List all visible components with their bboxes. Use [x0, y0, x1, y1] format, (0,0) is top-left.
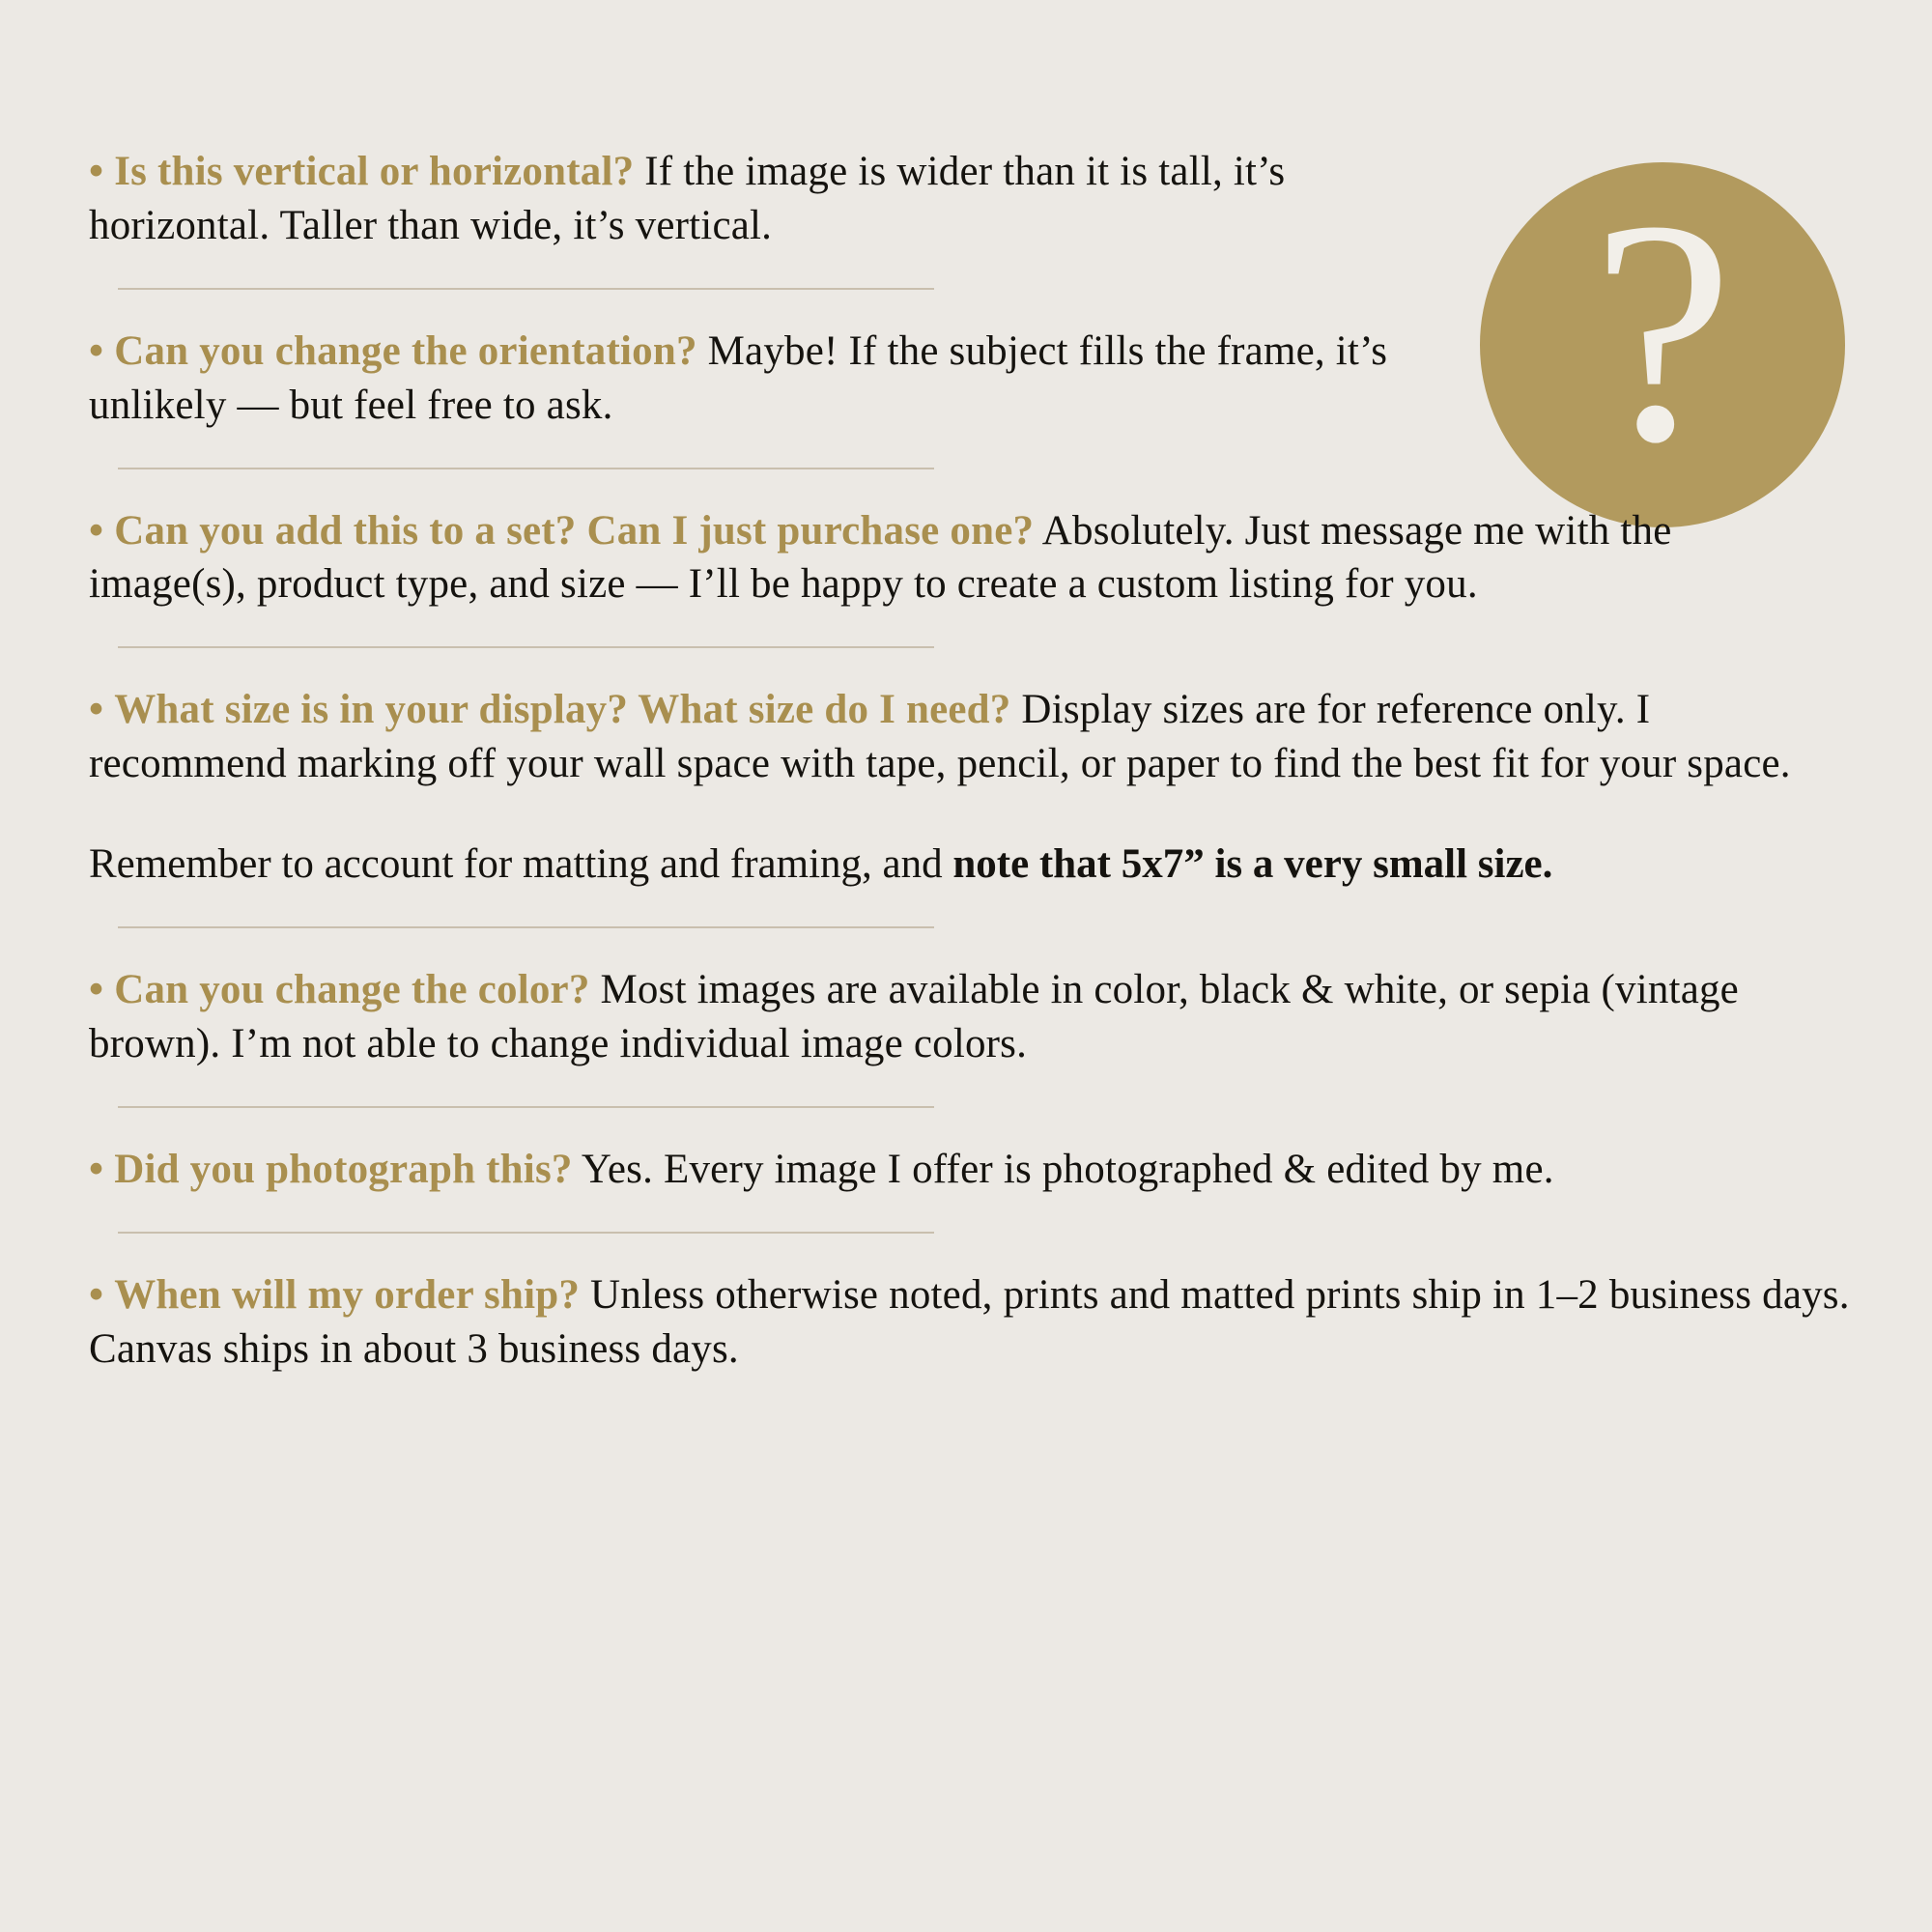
- faq-answer: Most images are available in color, black & white, or sepia (vintage brown). I’m not able to change individual image colors.: [89, 967, 1739, 1066]
- faq-paragraph: [89, 145, 1422, 253]
- faq-question: Can you change the orientation?: [114, 327, 697, 374]
- faq-answer: If the image is wider than it is tall, it’s horizontal. Taller than wide, it’s vertical.: [89, 149, 1286, 248]
- divider: [77, 1106, 1855, 1108]
- faq-question: Is this vertical or horizontal?: [114, 149, 635, 194]
- divider: [77, 468, 1855, 469]
- faq-paragraph: [89, 1268, 1855, 1377]
- faq-paragraph: [89, 325, 1422, 433]
- bullet-icon: •: [89, 507, 104, 554]
- divider: [77, 1232, 1855, 1234]
- faq-item-color: [77, 963, 1855, 1071]
- faq-paragraph: [89, 683, 1855, 791]
- faq-list: [77, 145, 1855, 1376]
- bullet-icon: •: [89, 1271, 104, 1318]
- faq-paragraph: [89, 504, 1731, 612]
- faq-item-shipping: [77, 1268, 1855, 1377]
- faq-paragraph: [89, 1143, 1855, 1197]
- faq-note-lead: Remember to account for matting and framing, and: [89, 841, 953, 888]
- faq-item-size: [77, 683, 1855, 892]
- bullet-icon: •: [89, 149, 104, 194]
- bullet-icon: •: [89, 327, 104, 374]
- faq-answer: Maybe! If the subject fills the frame, it’s unlikely — but feel free to ask.: [89, 327, 1388, 428]
- divider: [77, 646, 1855, 648]
- divider: [77, 288, 1855, 290]
- faq-item-change-orientation: [77, 325, 1855, 433]
- faq-size-note: [89, 838, 1855, 892]
- faq-item-add-to-set: [77, 504, 1855, 612]
- faq-question: What size is in your display? What size do I need?: [114, 687, 1011, 733]
- faq-item-photographer: [77, 1143, 1855, 1197]
- faq-question: Can you add this to a set? Can I just purchase one?: [114, 507, 1035, 554]
- faq-answer: Display sizes are for reference only. I recommend marking off your wall space with tape, pencil, or paper to find the best fit for your space.: [89, 687, 1791, 787]
- faq-item-orientation: [77, 145, 1855, 253]
- faq-question: Can you change the color?: [114, 967, 590, 1013]
- faq-question: When will my order ship?: [114, 1271, 581, 1318]
- divider: [77, 926, 1855, 928]
- faq-answer: Unless otherwise noted, prints and matted prints ship in 1–2 business days. Canvas ships in about 3 business days.: [89, 1271, 1850, 1372]
- faq-paragraph: [89, 963, 1855, 1071]
- faq-answer: Absolutely. Just message me with the image(s), product type, and size — I’ll be happy to create a custom listing for you.: [89, 507, 1672, 608]
- question-mark-glyph: ?: [1591, 156, 1734, 508]
- bullet-icon: •: [89, 967, 104, 1013]
- bullet-icon: •: [89, 687, 104, 733]
- faq-answer: Yes. Every image I offer is photographed & edited by me.: [572, 1146, 1554, 1192]
- faq-note-emphasis: note that 5x7” is a very small size.: [952, 841, 1553, 888]
- faq-question: Did you photograph this?: [114, 1146, 573, 1192]
- bullet-icon: •: [89, 1146, 104, 1192]
